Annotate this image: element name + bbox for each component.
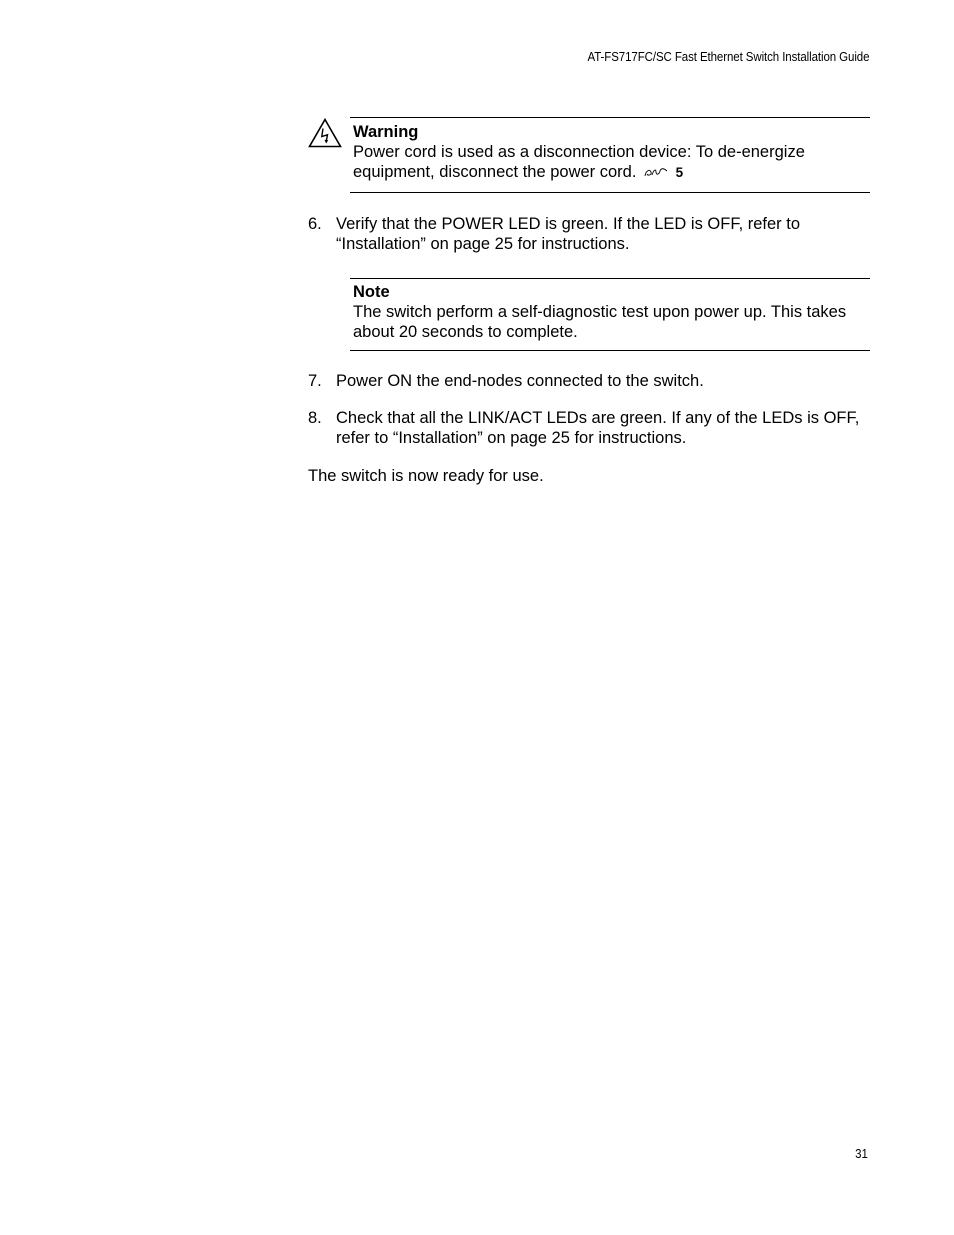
closing-paragraph: The switch is now ready for use. — [308, 467, 544, 485]
step-6 — [308, 214, 870, 254]
warning-box — [350, 117, 870, 193]
page-content — [308, 117, 870, 486]
step-text: Power ON the end-nodes connected to the switch. — [336, 372, 704, 390]
step-number: 7. — [308, 372, 322, 390]
warning-title: Warning — [353, 123, 419, 141]
note-title: Note — [353, 283, 390, 301]
translation-reference-icon — [643, 166, 669, 178]
note-text: The switch perform a self-diagnostic test upon power up. This takes about 20 seconds to complete. — [353, 303, 847, 341]
step-number: 6. — [308, 215, 322, 233]
step-text: Check that all the LINK/ACT LEDs are green. If any of the LEDs is OFF, refer to “Installation” on page 25 for instructions. — [336, 409, 860, 447]
step-8 — [308, 408, 870, 448]
running-header: AT-FS717FC/SC Fast Ethernet Switch Installation Guide — [587, 50, 869, 64]
step-7 — [308, 371, 870, 391]
note-box — [350, 278, 870, 351]
warning-text: Power cord is used as a disconnection device: To de-energize equipment, disconnect the power cord. — [353, 143, 805, 181]
step-number: 8. — [308, 409, 322, 427]
warning-reference-number: 5 — [675, 165, 684, 180]
page-number: 31 — [855, 1147, 868, 1161]
step-text: Verify that the POWER LED is green. If the LED is OFF, refer to “Installation” on page 25 for instructions. — [336, 215, 801, 253]
electrical-hazard-icon — [308, 118, 342, 148]
